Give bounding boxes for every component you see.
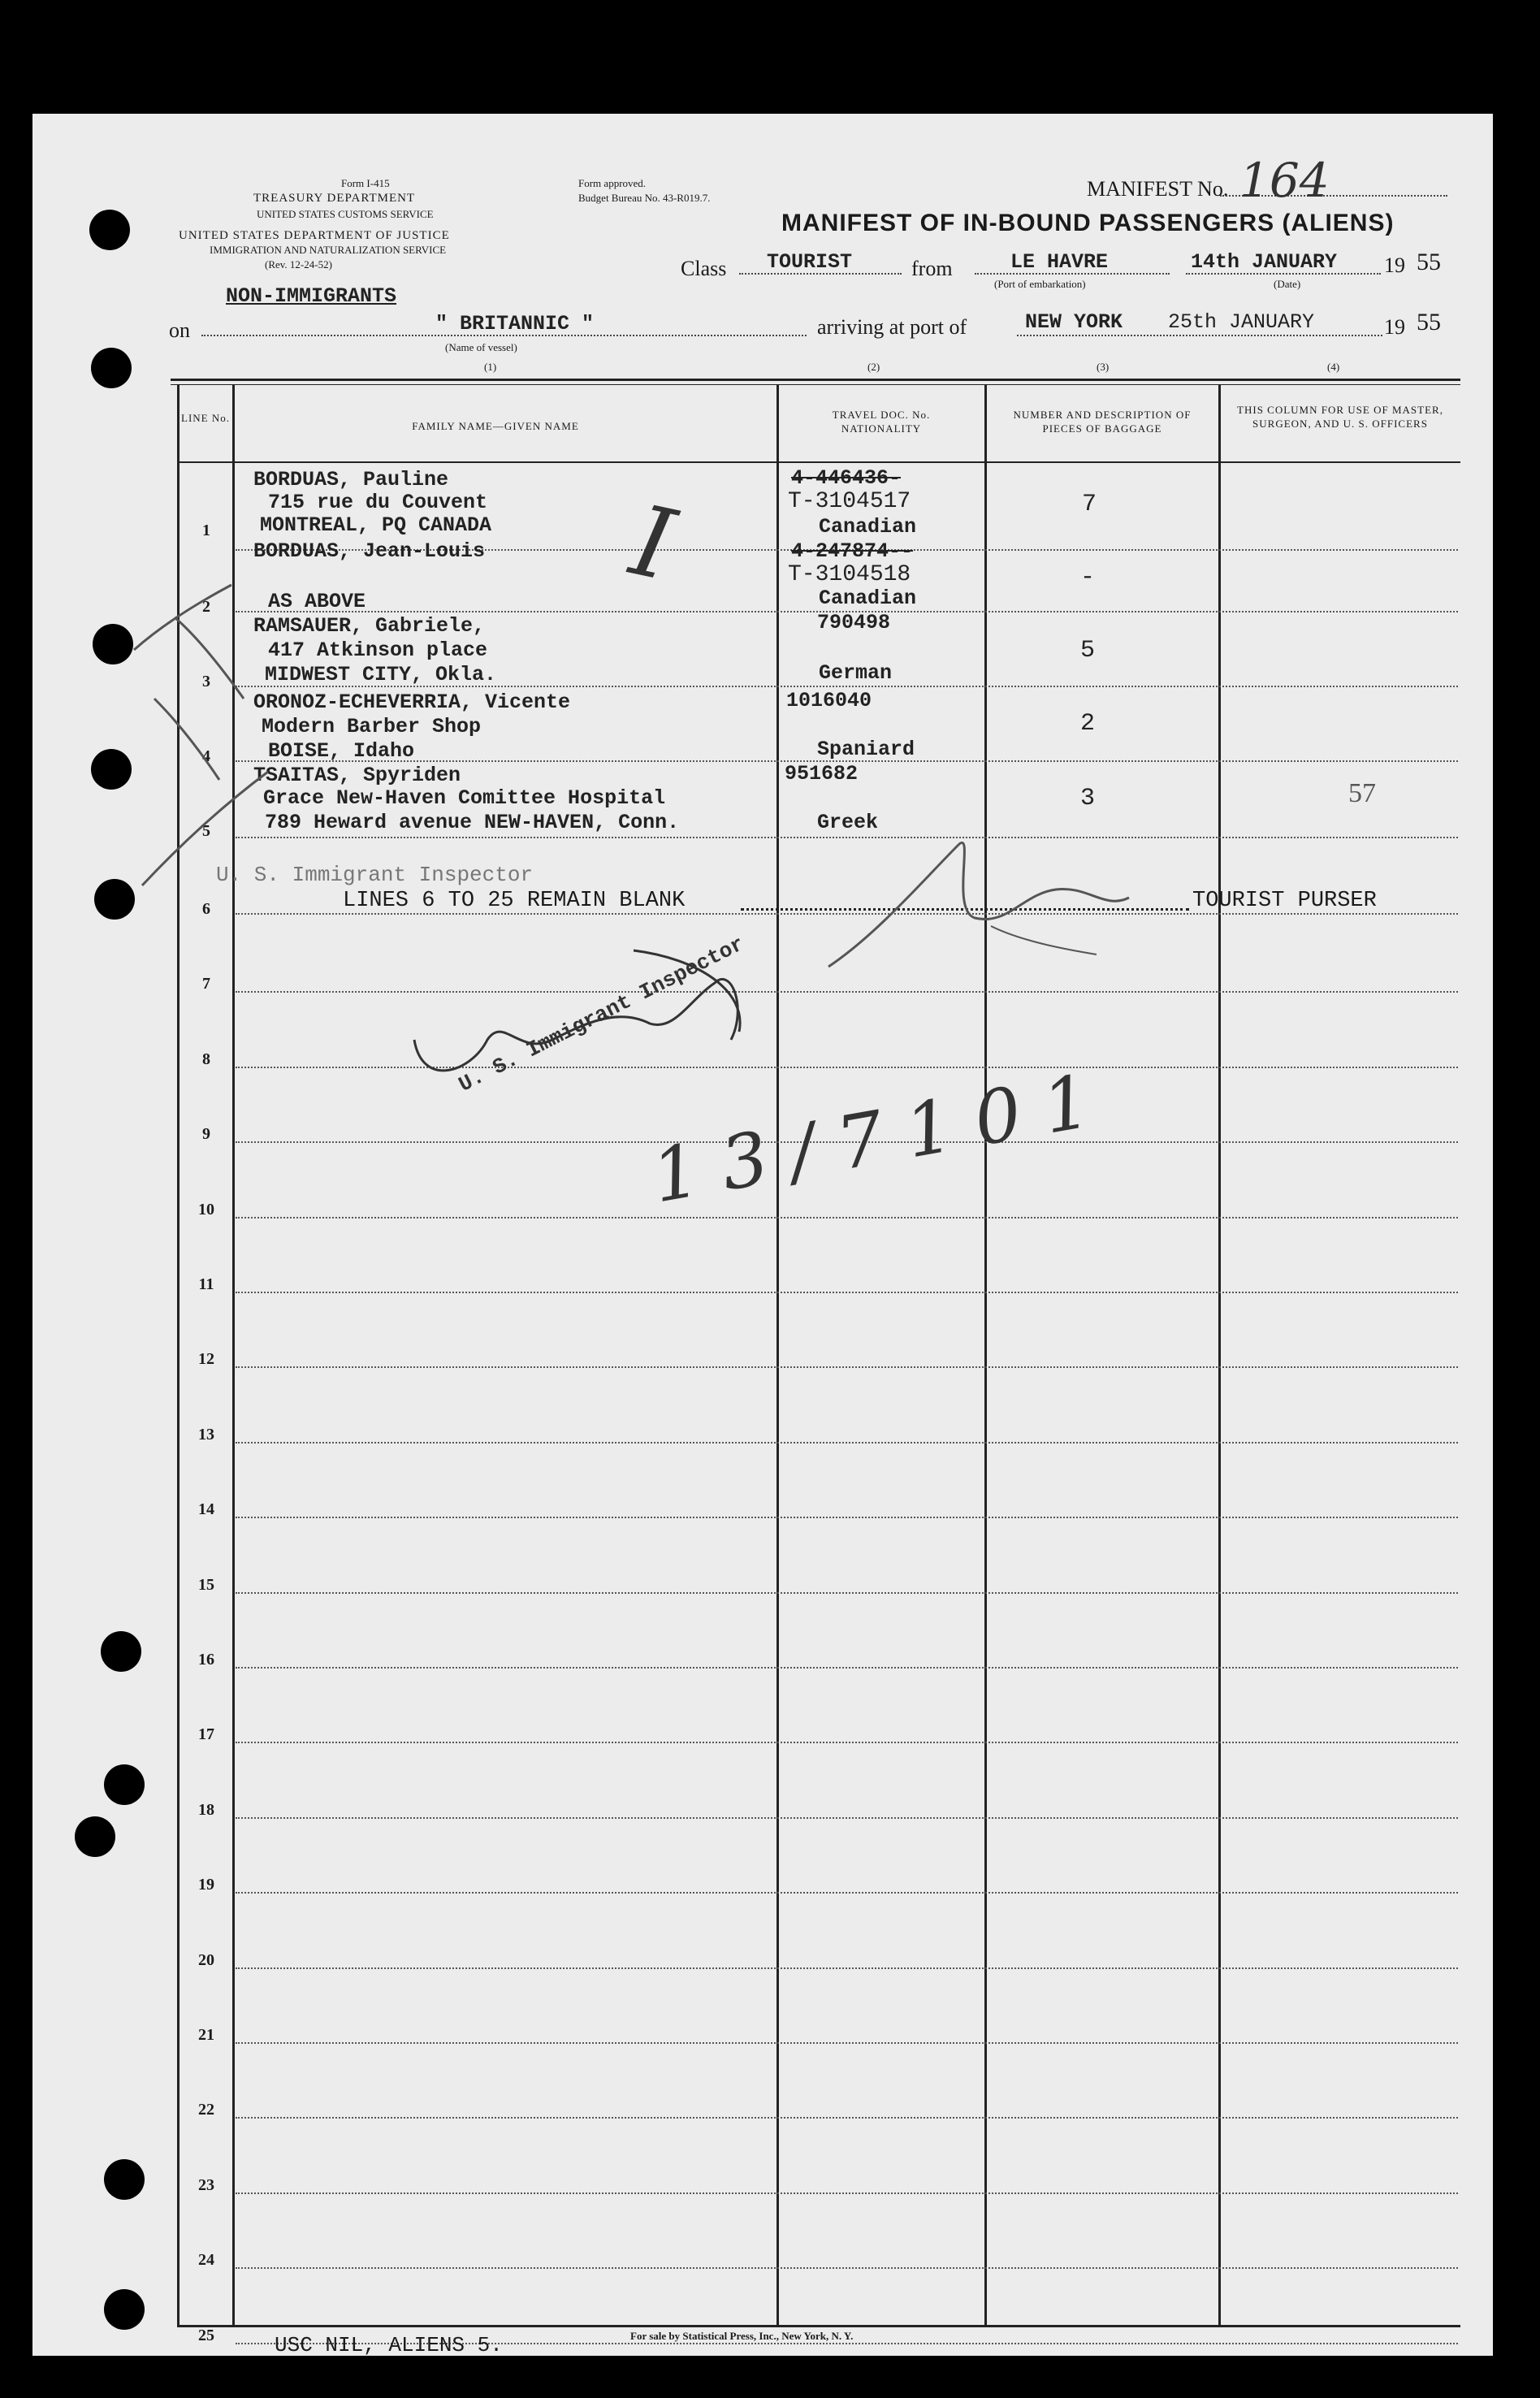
nationality: Canadian [819,587,917,610]
line-number: 15 [198,1575,214,1594]
line-number: 25 [198,2326,214,2344]
nationality: Spaniard [817,738,915,761]
baggage-count: 3 [1080,785,1096,812]
baggage-count: 5 [1080,637,1096,664]
line-number: 20 [198,1950,214,1969]
check-stroke [175,617,244,699]
passenger-address: Grace New-Haven Comittee Hospital [263,786,666,810]
line-number: 18 [198,1800,214,1819]
from-label: from [911,257,953,280]
year-prefix: 19 [1384,253,1405,277]
col-line-no: LINE No. [181,412,230,424]
ins-label: IMMIGRATION AND NATURALIZATION SERVICE [210,244,447,256]
date-caption: (Date) [1274,278,1301,290]
handwritten-date: 1 3 / 7 1 0 1 [646,1058,1097,1220]
line-number: 9 [202,1125,210,1144]
check-stroke [154,699,219,780]
travel-doc-struck: 4-247874-- [791,539,914,563]
line-number: 13 [198,1425,214,1444]
baggage-count: - [1080,564,1096,591]
baggage-count: 7 [1082,491,1097,518]
passenger-name: BORDUAS, Jean-Louis [253,539,486,563]
inspector-typed: U. S. Immigrant Inspector [216,863,534,887]
footer-alien-count: USC NIL, ALIENS 5. [275,2333,503,2357]
vessel-caption: (Name of vessel) [445,341,517,353]
passenger-city: MONTREAL, PQ CANADA [260,513,492,537]
passenger-name: TSAITAS, Spyriden [253,764,461,787]
arrival-year: 55 [1417,309,1441,335]
line-number: 21 [198,2026,214,2044]
passenger-address: AS ABOVE [268,590,366,613]
customs-label: UNITED STATES CUSTOMS SERVICE [257,208,434,220]
passenger-city: BOISE, Idaho [268,739,415,763]
embark-date: 14th JANUARY [1191,250,1338,274]
remain-blank-note: LINES 6 TO 25 REMAIN BLANK [343,889,686,913]
col-num-1: (1) [484,361,497,373]
passenger-name: ORONOZ-ECHEVERRIA, Vicente [253,690,571,714]
manifest-no-label: MANIFEST No. [1087,177,1229,201]
line-number: 16 [198,1651,214,1669]
passenger-category: NON-IMMIGRANTS [226,284,397,308]
travel-doc-number: T-3104517 [788,489,911,514]
travel-doc-number: 1016040 [786,689,872,712]
baggage-count: 2 [1080,710,1096,738]
line-number: 4 [202,747,210,765]
inspector-scribble [634,950,740,1032]
inspector-stamp: U. S. Immigrant Inspector [455,931,749,1097]
approved-label: Form approved. [578,177,647,189]
col-name: FAMILY NAME—GIVEN NAME [412,420,579,432]
travel-doc-number: T-3104518 [788,562,911,587]
arrival-date: 25th JANUARY [1168,310,1315,334]
class-label: Class [681,257,727,280]
line-number: 12 [198,1350,214,1369]
line-number: 22 [198,2101,214,2119]
line-number: 24 [198,2251,214,2270]
line-number: 3 [202,673,210,690]
budget-label: Budget Bureau No. 43-R019.7. [578,192,711,204]
line-number: 23 [198,2175,214,2194]
col-num-2: (2) [867,361,880,373]
class-value: TOURIST [767,250,853,274]
check-stroke [134,585,231,650]
line-number: 1 [202,522,210,539]
inspector-scribble [414,979,738,1070]
passenger-address: 715 rue du Couvent [268,491,488,514]
line-number: 17 [198,1725,214,1744]
check-stroke [142,772,268,885]
port-of-arrival: NEW YORK [1025,310,1123,334]
purser-scribble [991,926,1097,954]
revision-label: (Rev. 12-24-52) [265,258,332,271]
line-number: 11 [198,1275,214,1293]
footer-printer: For sale by Statistical Press, Inc., New York, N. Y. [630,2330,854,2342]
line-number: 2 [202,598,210,616]
embark-year: 55 [1417,249,1441,275]
justice-label: UNITED STATES DEPARTMENT OF JUSTICE [179,229,450,242]
manifest-title: MANIFEST OF IN-BOUND PASSENGERS (ALIENS) [781,210,1395,236]
passenger-city: MIDWEST CITY, Okla. [265,663,497,686]
line-number: 5 [202,822,210,840]
manifest-number: 164 [1239,153,1330,208]
port-of-embarkation: LE HAVRE [1010,250,1109,274]
nationality: Canadian [819,515,917,539]
passenger-address: 417 Atkinson place [268,638,488,662]
on-label: on [169,318,190,342]
line-number: 19 [198,1876,214,1894]
year-prefix-arrival: 19 [1384,315,1405,339]
line-number: 8 [202,1050,210,1068]
col-officers: THIS COLUMN FOR USE OF MASTER, SURGEON, AND U. S. OFFICERS [1237,404,1443,430]
travel-doc-struck: 4-446436- [791,466,902,490]
passenger-name: BORDUAS, Pauline [253,468,449,491]
treasury-label: TREASURY DEPARTMENT [253,192,416,205]
col-baggage: NUMBER AND DESCRIPTION OF PIECES OF BAGGAGE [1013,409,1192,435]
purser-signature: TOURIST PURSER [1192,889,1377,913]
officer-note: 57 [1348,778,1376,808]
travel-doc-number: 790498 [817,611,891,634]
passenger-city: 789 Heward avenue NEW-HAVEN, Conn. [265,811,680,834]
col-num-3: (3) [1097,361,1110,373]
col-travel-doc: TRAVEL DOC. No. NATIONALITY [832,409,931,435]
nationality: German [819,661,893,685]
nationality: Greek [817,811,879,834]
vessel-name: " BRITANNIC " [435,312,595,335]
line-number: 7 [202,975,210,993]
line-number: 10 [198,1200,214,1218]
purser-scribble [828,842,1129,967]
col-num-4: (4) [1327,361,1340,373]
travel-doc-number: 951682 [785,762,859,786]
line-number: 14 [198,1500,214,1519]
port-embark-caption: (Port of embarkation) [994,278,1086,290]
form-number: Form I-415 [341,177,390,189]
line-number: 6 [202,900,210,918]
passenger-address: Modern Barber Shop [262,715,482,738]
handwritten-roman: I [622,484,684,604]
arriving-label: arriving at port of [817,315,967,339]
passenger-name: RAMSAUER, Gabriele, [253,614,486,638]
